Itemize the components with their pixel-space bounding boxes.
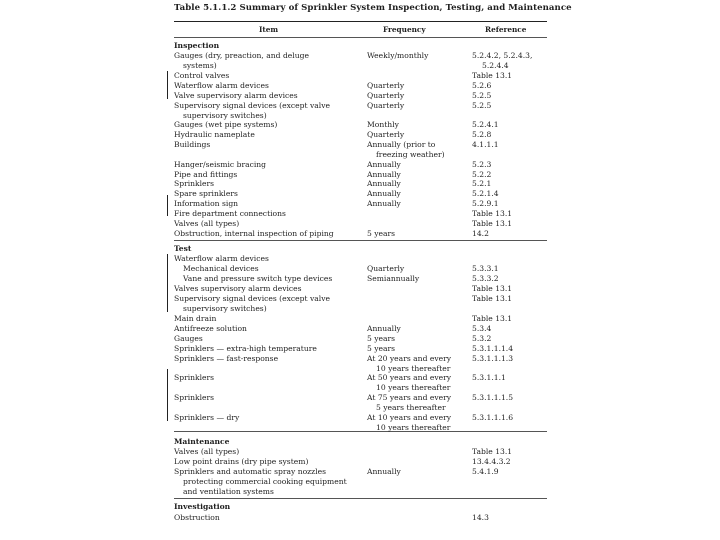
item-cell: Valves (all types) bbox=[174, 447, 240, 456]
table-row bbox=[0, 324, 720, 334]
item-cell: Low point drains (dry pipe system) bbox=[174, 457, 309, 466]
reference-cell: 5.3.2 bbox=[472, 334, 492, 343]
frequency-cell: At 20 years and every bbox=[367, 354, 452, 363]
reference-cell: 5.2.5 bbox=[472, 101, 492, 110]
item-cell: Information sign bbox=[174, 199, 239, 208]
reference-cell: 5.2.4.4 bbox=[482, 61, 509, 70]
table-row bbox=[0, 91, 720, 101]
table-row bbox=[0, 71, 720, 81]
reference-cell: 14.3 bbox=[472, 513, 489, 522]
section-divider-investigation bbox=[174, 498, 547, 499]
reference-cell: 5.3.1.1.1.4 bbox=[472, 344, 514, 353]
frequency-cell: Quarterly bbox=[367, 101, 405, 110]
section-heading-row bbox=[0, 502, 720, 512]
frequency-cell: Weekly/monthly bbox=[367, 51, 429, 60]
frequency-cell: 5 years thereafter bbox=[376, 403, 446, 412]
item-cell: Buildings bbox=[174, 140, 211, 149]
table-row bbox=[0, 101, 720, 111]
frequency-cell: At 50 years and every bbox=[367, 373, 452, 382]
item-cell: Valves (all types) bbox=[174, 219, 240, 228]
item-cell: Fire department connections bbox=[174, 209, 286, 218]
table-row bbox=[0, 423, 720, 433]
frequency-cell: 10 years thereafter bbox=[376, 423, 451, 432]
header-reference: Reference bbox=[485, 25, 527, 34]
reference-cell: 5.3.1.1.1 bbox=[472, 373, 506, 382]
reference-cell: 5.2.6 bbox=[472, 81, 492, 90]
item-cell: Sprinklers — extra-high temperature bbox=[174, 344, 317, 353]
item-cell: systems) bbox=[183, 61, 217, 70]
section-heading: Maintenance bbox=[174, 437, 230, 446]
table-row bbox=[0, 413, 720, 423]
reference-cell: 5.3.3.2 bbox=[472, 274, 499, 283]
table-row bbox=[0, 447, 720, 457]
header-frequency: Frequency bbox=[383, 25, 426, 34]
table-row bbox=[0, 393, 720, 403]
table-row bbox=[0, 304, 720, 314]
table-row bbox=[0, 403, 720, 413]
table-row bbox=[0, 51, 720, 61]
item-cell: Gauges (wet pipe systems) bbox=[174, 120, 278, 129]
reference-cell: Table 13.1 bbox=[472, 219, 513, 228]
table-row bbox=[0, 513, 720, 523]
section-heading-row bbox=[0, 437, 720, 447]
table-row bbox=[0, 373, 720, 383]
table-row bbox=[0, 229, 720, 239]
item-cell: Hanger/seismic bracing bbox=[174, 160, 267, 169]
item-cell: Sprinklers bbox=[174, 393, 215, 402]
reference-cell: 5.2.9.1 bbox=[472, 199, 499, 208]
item-cell: Gauges (dry, preaction, and deluge bbox=[174, 51, 309, 60]
item-cell: Sprinklers bbox=[174, 373, 215, 382]
frequency-cell: Quarterly bbox=[367, 264, 405, 273]
item-cell: Waterflow alarm devices bbox=[174, 81, 269, 90]
table-row bbox=[0, 477, 720, 487]
item-cell: Sprinklers bbox=[174, 179, 215, 188]
item-cell: Valve supervisory alarm devices bbox=[174, 91, 298, 100]
table-row bbox=[0, 160, 720, 170]
frequency-cell: Quarterly bbox=[367, 130, 405, 139]
item-cell: Obstruction, internal inspection of piping bbox=[174, 229, 334, 238]
frequency-cell: Annually bbox=[367, 467, 401, 476]
frequency-cell: At 10 years and every bbox=[367, 413, 452, 422]
reference-cell: 13.4.4.3.2 bbox=[472, 457, 511, 466]
table-row bbox=[0, 457, 720, 467]
item-cell: Gauges bbox=[174, 334, 203, 343]
frequency-cell: Semiannually bbox=[367, 274, 420, 283]
frequency-cell: Annually (prior to bbox=[367, 140, 436, 149]
item-cell: Spare sprinklers bbox=[174, 189, 238, 198]
item-cell: Vane and pressure switch type devices bbox=[183, 274, 333, 283]
item-cell: Antifreeze solution bbox=[174, 324, 247, 333]
table-row bbox=[0, 383, 720, 393]
table-row bbox=[0, 254, 720, 264]
frequency-cell: 10 years thereafter bbox=[376, 364, 451, 373]
table-row bbox=[0, 179, 720, 189]
item-cell: Waterflow alarm devices bbox=[174, 254, 269, 263]
header-rule bbox=[174, 37, 547, 38]
reference-cell: 5.2.2 bbox=[472, 170, 492, 179]
reference-cell: 5.3.1.1.1.3 bbox=[472, 354, 514, 363]
item-cell: Sprinklers — fast-response bbox=[174, 354, 279, 363]
reference-cell: Table 13.1 bbox=[472, 209, 513, 218]
reference-cell: 5.3.3.1 bbox=[472, 264, 499, 273]
reference-cell: 5.2.1 bbox=[472, 179, 492, 188]
frequency-cell: 5 years bbox=[367, 344, 396, 353]
section-heading: Test bbox=[174, 244, 192, 253]
item-cell: Valves supervisory alarm devices bbox=[174, 284, 302, 293]
frequency-cell: 5 years bbox=[367, 334, 396, 343]
table-row bbox=[0, 294, 720, 304]
frequency-cell: Annually bbox=[367, 179, 401, 188]
table-row bbox=[0, 467, 720, 477]
frequency-cell: Annually bbox=[367, 199, 401, 208]
table-title: Table 5.1.1.2 Summary of Sprinkler System Inspection, Testing, and Maintenance bbox=[174, 3, 572, 13]
item-cell: supervisory switches) bbox=[183, 304, 267, 313]
item-cell: Supervisory signal devices (except valve bbox=[174, 294, 331, 303]
table-row bbox=[0, 264, 720, 274]
item-cell: and ventilation systems bbox=[183, 487, 274, 496]
item-cell: Main drain bbox=[174, 314, 217, 323]
top-rule bbox=[174, 21, 547, 22]
table-row bbox=[0, 354, 720, 364]
frequency-cell: 10 years thereafter bbox=[376, 383, 451, 392]
reference-cell: Table 13.1 bbox=[472, 294, 513, 303]
frequency-cell: 5 years bbox=[367, 229, 396, 238]
section-divider-test bbox=[174, 240, 547, 241]
frequency-cell: At 75 years and every bbox=[367, 393, 452, 402]
table-row bbox=[0, 209, 720, 219]
frequency-cell: Quarterly bbox=[367, 81, 405, 90]
header-item: Item bbox=[259, 25, 279, 34]
table-row bbox=[0, 344, 720, 354]
frequency-cell: freezing weather) bbox=[376, 150, 445, 159]
reference-cell: Table 13.1 bbox=[472, 284, 513, 293]
table-row bbox=[0, 61, 720, 71]
reference-cell: 5.3.1.1.1.5 bbox=[472, 393, 514, 402]
item-cell: Sprinklers and automatic spray nozzles bbox=[174, 467, 326, 476]
reference-cell: 5.4.1.9 bbox=[472, 467, 499, 476]
reference-cell: 5.3.1.1.1.6 bbox=[472, 413, 514, 422]
reference-cell: 5.2.8 bbox=[472, 130, 492, 139]
table-row bbox=[0, 274, 720, 284]
table-row bbox=[0, 487, 720, 497]
table-row bbox=[0, 334, 720, 344]
section-heading-row bbox=[0, 41, 720, 51]
table-row bbox=[0, 150, 720, 160]
table-row bbox=[0, 314, 720, 324]
table-row bbox=[0, 140, 720, 150]
reference-cell: 5.2.1.4 bbox=[472, 189, 499, 198]
reference-cell: 5.2.3 bbox=[472, 160, 492, 169]
table-row bbox=[0, 130, 720, 140]
reference-cell: Table 13.1 bbox=[472, 71, 513, 80]
item-cell: Pipe and fittings bbox=[174, 170, 238, 179]
reference-cell: 5.3.4 bbox=[472, 324, 492, 333]
item-cell: Mechanical devices bbox=[183, 264, 259, 273]
reference-cell: 5.2.4.2, 5.2.4.3, bbox=[472, 51, 533, 60]
section-heading: Investigation bbox=[174, 502, 231, 511]
reference-cell: 5.2.5 bbox=[472, 91, 492, 100]
frequency-cell: Monthly bbox=[367, 120, 399, 129]
item-cell: Control valves bbox=[174, 71, 230, 80]
reference-cell: 4.1.1.1 bbox=[472, 140, 499, 149]
table-row bbox=[0, 284, 720, 294]
table-row bbox=[0, 189, 720, 199]
table-row bbox=[0, 199, 720, 209]
table-row bbox=[0, 219, 720, 229]
reference-cell: 14.2 bbox=[472, 229, 489, 238]
reference-cell: Table 13.1 bbox=[472, 447, 513, 456]
frequency-cell: Quarterly bbox=[367, 91, 405, 100]
item-cell: protecting commercial cooking equipment bbox=[183, 477, 347, 486]
item-cell: Obstruction bbox=[174, 513, 220, 522]
item-cell: supervisory switches) bbox=[183, 111, 267, 120]
frequency-cell: Annually bbox=[367, 189, 401, 198]
reference-cell: Table 13.1 bbox=[472, 314, 513, 323]
reference-cell: 5.2.4.1 bbox=[472, 120, 499, 129]
item-cell: Hydraulic nameplate bbox=[174, 130, 255, 139]
frequency-cell: Annually bbox=[367, 170, 401, 179]
section-heading-row bbox=[0, 244, 720, 254]
table-row bbox=[0, 120, 720, 130]
item-cell: Sprinklers — dry bbox=[174, 413, 240, 422]
table-row bbox=[0, 81, 720, 91]
section-heading: Inspection bbox=[174, 41, 220, 50]
item-cell: Supervisory signal devices (except valve bbox=[174, 101, 331, 110]
frequency-cell: Annually bbox=[367, 160, 401, 169]
frequency-cell: Annually bbox=[367, 324, 401, 333]
